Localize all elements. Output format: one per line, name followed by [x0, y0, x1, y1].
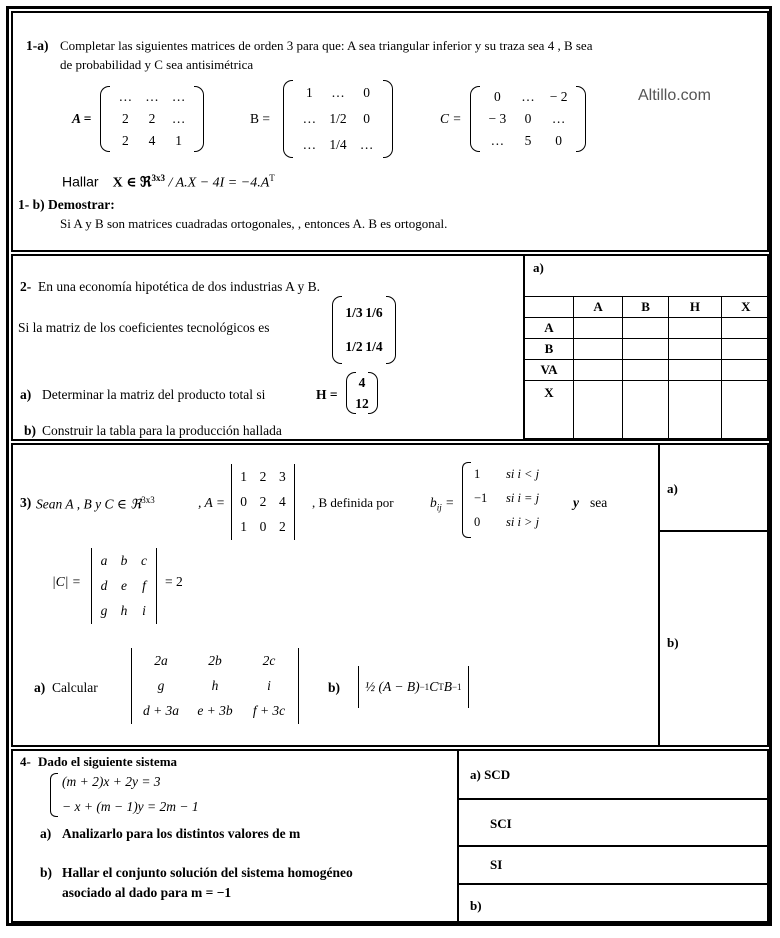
matrix-cell: − 2 [549, 89, 568, 104]
table-cell[interactable] [574, 360, 623, 381]
q4-eq2: − x + (m − 1)y = 2m − 1 [62, 799, 199, 814]
q4b-label: b) [40, 865, 53, 880]
table-cell[interactable] [721, 339, 770, 360]
matrix-cell: … [490, 133, 505, 148]
det-cell: 2c [262, 652, 276, 668]
matrix-cell: 2 [259, 493, 267, 509]
q4-answer-line-1 [458, 798, 769, 800]
matrix-cell: 3 [278, 468, 286, 484]
q4-system-brace [50, 773, 58, 817]
q4b-text1: Hallar el conjunto solución del sistema homogéneo [62, 865, 353, 880]
matrix-cell: 4 [148, 133, 156, 148]
q3-bij: $b_{ij}$ = [430, 495, 455, 513]
q3-answer-b: b) [667, 635, 679, 650]
q2a-label: a) [20, 387, 32, 402]
q3-cases-brace [462, 462, 471, 538]
matrix-cell: 2 [121, 111, 129, 126]
table-cell[interactable] [574, 339, 623, 360]
q4-answer-line-2 [458, 845, 769, 847]
matrix-cell: 0 [363, 85, 371, 100]
q3-number: 3) [20, 495, 32, 510]
q3-sea: sea [590, 495, 608, 510]
q2-answer-a-label: a) [533, 260, 544, 275]
matrix-cell: e [121, 577, 127, 593]
q3-B-text: , B definida por [312, 495, 394, 510]
table-cell[interactable] [721, 381, 770, 439]
matrix-cell: … [359, 137, 374, 152]
matrix-cell: … [551, 111, 566, 126]
matrix-cell: 0 [240, 493, 248, 509]
q1b-label: 1- b) Demostrar: [18, 197, 115, 212]
q1-B-label: B = [250, 111, 270, 126]
matrix-cell: … [171, 89, 186, 104]
table-cell[interactable] [669, 318, 722, 339]
watermark-logo: Altillo.com [638, 87, 711, 104]
table-row-label: X [525, 381, 574, 439]
matrix-cell: d [100, 577, 108, 593]
matrix-cell: i [142, 603, 146, 619]
q4-eq1: (m + 2)x + 2y = 3 [62, 774, 161, 789]
q3-determinant [128, 648, 302, 724]
table-cell[interactable] [721, 318, 770, 339]
matrix-cell: … [302, 137, 317, 152]
det-cell: d + 3a [142, 703, 180, 719]
det-cell: 2a [154, 652, 168, 668]
det-cell: e + 3b [197, 703, 233, 719]
table-header: A [574, 297, 623, 318]
table-row-label: B [525, 339, 574, 360]
q1-matrix-B [283, 80, 393, 158]
q3-matrix-C-det [88, 548, 160, 624]
q3-answer-divider [658, 443, 660, 747]
q2b-label: b) [24, 423, 37, 438]
table-header: B [623, 297, 669, 318]
q4a-label: a) [40, 826, 52, 841]
q4-number: 4- [20, 754, 31, 769]
q4-answer-scd: a) SCD [470, 767, 511, 782]
table-cell[interactable] [721, 360, 770, 381]
matrix-cell: 1/3 [345, 305, 363, 320]
q3-y: y [573, 495, 579, 510]
matrix-cell: 1/6 [365, 305, 383, 320]
table-cell[interactable] [669, 381, 722, 439]
matrix-cell: 1/2 [329, 111, 347, 126]
table-cell[interactable] [623, 381, 669, 439]
matrix-cell: 1/4 [365, 339, 383, 354]
table-cell[interactable] [623, 339, 669, 360]
matrix-cell: … [118, 89, 133, 104]
matrix-cell: 0 [259, 519, 267, 535]
matrix-cell: f [142, 577, 146, 593]
det-cell: 2b [208, 652, 222, 668]
q2-line1: En una economía hipotética de dos industrias A y B. [38, 279, 320, 294]
matrix-cell: 0 [493, 89, 501, 104]
q1-matrix-A [100, 86, 204, 152]
matrix-cell: 1 [175, 133, 183, 148]
q2b-text: Construir la tabla para la producción hallada [42, 423, 282, 438]
q1-C-label: C = [440, 111, 462, 126]
matrix-cell: 2 [259, 468, 267, 484]
q2-line2: Si la matriz de los coeficientes tecnológicos es [18, 320, 270, 335]
q2-H-label: H = [316, 387, 338, 402]
matrix-cell: 4 [278, 493, 286, 509]
matrix-cell: … [145, 89, 159, 104]
matrix-cell: 2 [278, 519, 286, 535]
q1-A-label: A = [72, 111, 92, 126]
det-cell: h [211, 677, 219, 693]
q3b-expression: ½ (A − B) −1 C T B −1 [358, 666, 469, 708]
det-cell: f + 3c [252, 703, 286, 719]
table-cell[interactable] [574, 381, 623, 439]
matrix-cell: … [171, 111, 186, 126]
production-table [524, 296, 771, 439]
matrix-cell: 1/2 [345, 339, 363, 354]
matrix-cell: a [100, 552, 108, 568]
matrix-cell: g [100, 603, 108, 619]
q4b-text2: asociado al dado para m = −1 [62, 885, 232, 900]
q1b-text: Si A y B son matrices cuadradas ortogonales, , entonces A. B es ortogonal. [60, 216, 448, 231]
q1-line2: de probabilidad y C sea antisimétrica [60, 57, 254, 72]
q1-number: 1-a) [26, 38, 49, 53]
q3-A-label: , A = [198, 495, 225, 510]
det-cell: i [267, 677, 271, 693]
q4-answer-si: SI [490, 857, 503, 872]
matrix-cell: c [141, 552, 147, 568]
table-row-label: A [525, 318, 574, 339]
matrix-cell: 0 [363, 111, 371, 126]
q3a-label: a) [34, 680, 46, 695]
q3-intro: Sean A , B y C ∈ ℜ$^{3x3}$ [36, 495, 155, 512]
q4a-text: Analizarlo para los distintos valores de m [62, 826, 301, 841]
matrix-cell: 0 [555, 133, 563, 148]
q3-matrix-A [228, 464, 298, 540]
matrix-cell: … [302, 111, 317, 126]
table-header: X [721, 297, 770, 318]
q4-answer-divider [457, 749, 459, 923]
table-cell[interactable] [669, 339, 722, 360]
q3-answer-split [659, 530, 769, 532]
matrix-cell: 2 [148, 111, 156, 126]
q3-C-det-label: |C| = [52, 574, 81, 589]
matrix-cell: 2 [121, 133, 129, 148]
table-cell[interactable] [623, 360, 669, 381]
matrix-cell: 1/4 [329, 137, 347, 152]
q3-C-det-value: = 2 [165, 574, 183, 589]
q4-answer-b: b) [470, 898, 482, 913]
q2-H-vector [346, 372, 378, 414]
vector-cell: 12 [355, 395, 369, 411]
q2-coefficient-matrix [332, 296, 396, 364]
q1-line1: Completar las siguientes matrices de orden 3 para que: A sea triangular inferior y su traza sea 4 , B sea [60, 38, 593, 53]
q2a-text: Determinar la matriz del producto total si [42, 387, 266, 402]
q3-answer-a: a) [667, 481, 678, 496]
det-cell: g [157, 677, 165, 693]
matrix-cell: 0 [524, 111, 532, 126]
q2-number: 2- [20, 279, 32, 294]
q4-answer-line-3 [458, 883, 769, 885]
table-row-label: VA [525, 360, 574, 381]
table-cell[interactable] [669, 360, 722, 381]
q1-find-equation: Hallar X ∈ ℜ$^{3x3}$ / $A.X - 4I = -4.A^T$ [62, 173, 275, 191]
q3b-label: b) [328, 680, 341, 695]
matrix-cell: b [120, 552, 128, 568]
matrix-cell: … [331, 85, 345, 100]
matrix-cell: − 3 [488, 111, 507, 126]
q4-title: Dado el siguiente sistema [38, 754, 178, 769]
matrix-cell: h [120, 603, 128, 619]
matrix-cell: 1 [240, 468, 248, 484]
matrix-cell: 1 [305, 85, 313, 100]
matrix-cell: 1 [240, 519, 248, 535]
matrix-cell: 5 [524, 133, 532, 148]
q3a-text: Calcular [52, 680, 98, 695]
vector-cell: 4 [358, 374, 366, 390]
table-header: H [669, 297, 722, 318]
table-cell[interactable] [623, 318, 669, 339]
table-cell[interactable] [574, 318, 623, 339]
q3-cases: 1 si i < j −1 si i = j 0 si i > j [474, 467, 540, 529]
q4-answer-sci: SCI [490, 816, 512, 831]
matrix-cell: … [521, 89, 535, 104]
table-header [525, 297, 574, 318]
q1-matrix-C [470, 86, 586, 152]
